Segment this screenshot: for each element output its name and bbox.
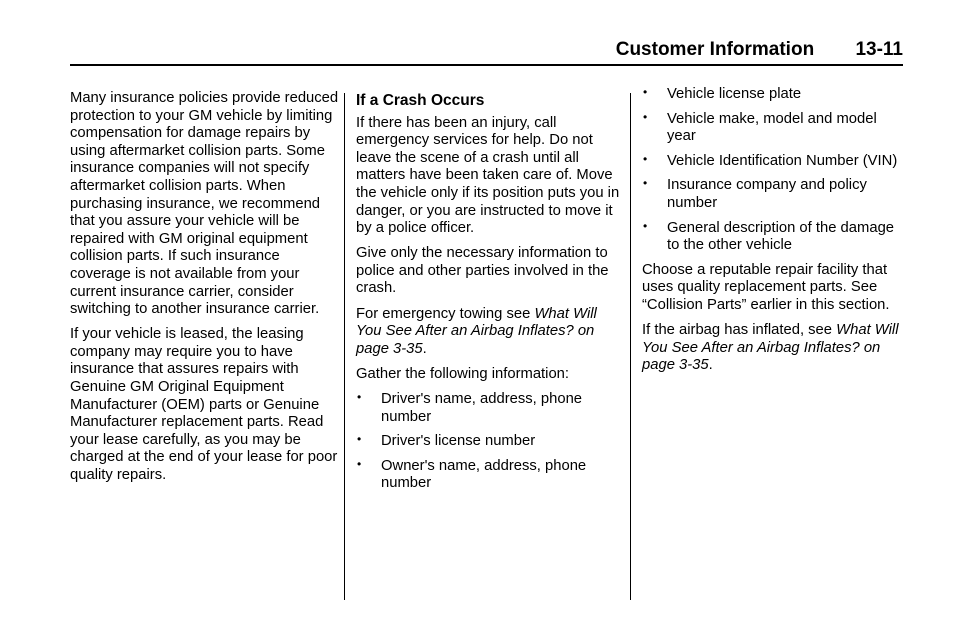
bullet-icon: • (643, 109, 648, 124)
list-item: • Driver's name, address, phone number (357, 389, 583, 425)
section-heading-crash: If a Crash Occurs (356, 92, 485, 109)
bullet-icon: • (357, 432, 362, 447)
bullet-list-driver-info (356, 391, 624, 493)
header-rule (70, 64, 903, 66)
paragraph-gather: Gather the following information: (356, 365, 570, 382)
paragraph-towing: For emergency towing see What Will You See After an Airbag Inflates? on page 3-35. (356, 305, 597, 357)
paragraph-repair-facility: Choose a reputable repair facility that uses quality replacement parts. See “Collision Parts” earlier in this section. (642, 261, 890, 313)
page-header (616, 39, 903, 61)
column-divider-1 (344, 93, 345, 600)
list-item: • Driver's license number (357, 432, 536, 450)
paragraph-necessary-info: Give only the necessary information to police and other parties involved in the crash. (356, 245, 609, 297)
bullet-icon: • (643, 85, 648, 99)
bullet-icon: • (643, 218, 648, 233)
column-2 (356, 90, 624, 500)
bullet-icon: • (643, 176, 648, 191)
list-item: • Insurance company and policy number (643, 176, 867, 211)
list-item: • Vehicle license plate (643, 85, 802, 102)
paragraph-insurance-policies: Many insurance policies provide reduced protection to your GM vehicle by limiting compensation for damage repairs by using aftermarket collision parts. Some insurance companies will not specify aftermarket collision parts. When purchasing insurance, we recommend that you assure your vehicle will be repaired with GM original equipment collision parts. If such insurance coverage is not available from your current insurance carrier, consider switching to another insurance carrier. (70, 90, 339, 318)
bullet-icon: • (357, 389, 362, 404)
page-number: 13-11 (855, 39, 903, 60)
column-1 (70, 90, 342, 492)
paragraph-injury: If there has been an injury, call emergency services for help. Do not leave the scene of a crash until all matters have been taken care of. Move the vehicle only if its position puts you in danger, or you are instructed to move it by a police officer. (356, 114, 620, 237)
list-item: • Vehicle Identification Number (VIN) (643, 151, 898, 169)
cross-reference-link[interactable]: What Will You See After an Airbag Inflates? on page 3-35 (642, 322, 899, 374)
bullet-icon: • (643, 151, 648, 166)
section-title: Customer Information (615, 39, 815, 60)
paragraph-airbag: If the airbag has inflated, see What Will You See After an Airbag Inflates? on page 3-35. (642, 322, 899, 374)
bullet-list-vehicle-info (642, 86, 904, 255)
list-item: • General description of the damage to the other vehicle (643, 218, 895, 254)
list-item: • Vehicle make, model and model year (643, 109, 877, 145)
cross-reference-link[interactable]: What Will You See After an Airbag Inflates? on page 3-35 (356, 305, 597, 357)
bullet-icon: • (357, 456, 362, 471)
column-3 (642, 86, 904, 382)
list-item: • Owner's name, address, phone number (357, 456, 587, 492)
paragraph-leased-vehicle: If your vehicle is leased, the leasing company may require you to have insurance that assures repairs with Genuine GM Original Equipment Manufacturer (OEM) parts or Genuine Manufacturer replacement parts. Read your lease carefully, as you may be charged at the end of your lease for poor quality repairs. (70, 326, 338, 483)
column-divider-2 (630, 93, 631, 600)
